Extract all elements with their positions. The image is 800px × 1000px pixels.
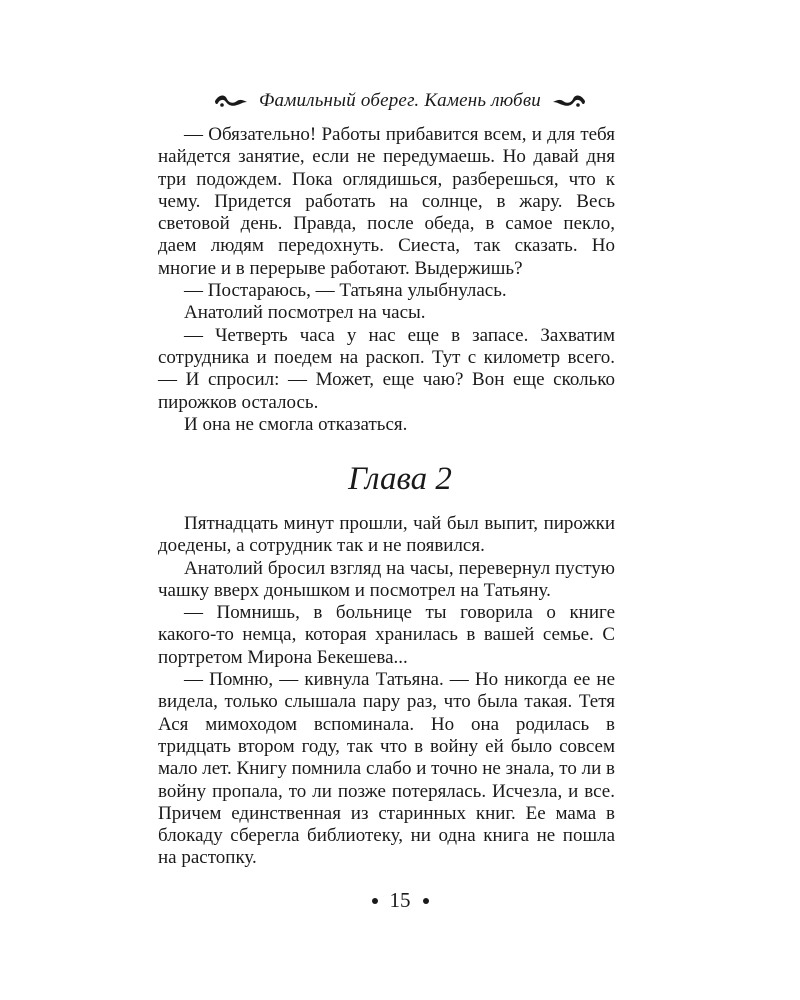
text-section-1 [158,124,615,436]
paragraph: Анатолий посмотрел на часы. [184,302,426,324]
paragraph: — Обязательно! Работы прибавится всем, и для тебя найдется занятие, если не передумаешь. Но давай дня три подождем. Пока оглядишься, разберешься, что к чему. Придется работать на солнце, в жару. Весь световой день. Правда, после обеда, в самое пекло, даем людям передохнуть. Сиеста, так сказать. Но многие и в перерыве работают. Выдержишь? [158,124,615,279]
paragraph: И она не смогла отказаться. [184,413,408,435]
paragraph: Анатолий бросил взгляд на часы, перевернул пустую чашку вверх донышком и посмотрел на Татьяну. [158,557,615,601]
paragraph: — Помнишь, в больнице ты говорила о книге какого-то немца, которая хранилась в вашей семье. С портретом Мирона Бекешева... [158,602,615,668]
right-bullet-icon [423,898,429,904]
running-header-title: Фамильный оберег. Камень любви [259,90,541,111]
paragraph: Пятнадцать минут прошли, чай был выпит, пирожки доедены, а сотрудник так и не появился. [158,513,615,557]
paragraph: — Помню, — кивнула Татьяна. — Но никогда ее не видела, только слышала пару раз, что была такая. Тетя Ася мимоходом вспоминала. Но она родилась в тридцать втором году, так что в войну ей было совсем мало лет. Книгу помнила слабо и точно не знала, то ли в войну пропала, то ли позже потерялась. Исчезла, и все. Причем единственная из старинных книг. Ее мама в блокаду сберегла библиотеку, ни одна книга не пошла на растопку. [158,669,615,869]
text-section-2 [158,513,615,870]
page-footer [0,888,800,913]
right-flourish-icon [551,92,587,110]
paragraph: — Четверть часа у нас еще в запасе. Захватим сотрудника и поедем на раскоп. Тут с километр всего. — И спросил: — Может, еще чаю? Вон еще сколько пирожков осталось. [158,324,615,413]
page-number: 15 [389,888,411,912]
left-flourish-icon [213,92,249,110]
chapter-heading: Глава 2 [348,461,452,497]
running-header [0,86,800,116]
left-bullet-icon [372,898,378,904]
paragraph: — Постараюсь, — Татьяна улыбнулась. [184,280,507,302]
